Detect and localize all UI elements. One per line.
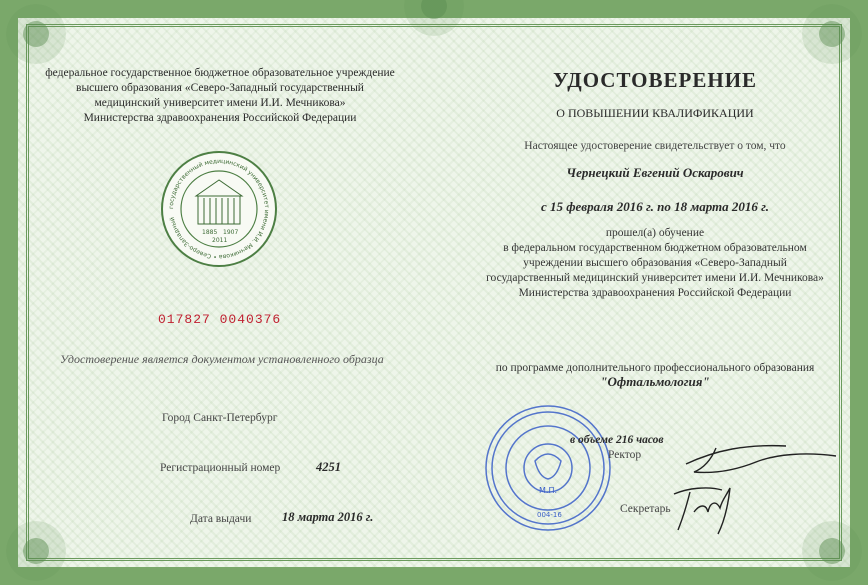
institution-name: федеральное государственное бюджетное образовательное учреждение высшего образования «Северо-Западный государственный медицинский университет имени И.И. Мечникова» Министерства здравоохранения Российской Федерации [45,67,395,124]
registration-label: Регистрационный номер [160,462,281,474]
study-description: прошел(а) обучение в федеральном государственном бюджетном образовательном учреждении высшего образования «Северо-Западный государственный медицинский университет имени И.И. Мечникова» Министерства здравоохранения Российской Федерации [486,227,824,299]
emblem-year-bottom: 2011 [212,237,228,244]
emblem-year-left: 1885 [202,229,218,236]
document-type-note: Удостоверение является документом установленного образца [60,352,384,366]
rector-label: Ректор [608,449,642,461]
issue-date-label: Дата выдачи [190,513,252,525]
secretary-signature-icon [668,478,738,538]
document-title: УДОСТОВЕРЕНИЕ [552,68,758,92]
program-intro: по программе дополнительного профессионального образования [495,362,815,374]
official-stamp-icon [483,403,613,533]
registration-number: 4251 [316,460,341,474]
certifies-text: Настоящее удостоверение свидетельствует о том, что [524,140,786,152]
emblem-ring-text: государственный медицинский университет имени И.И. Мечникова • Северо-Западный [167,157,271,261]
stamp-center-text: М.П. [539,486,558,495]
serial-number: 017827 0040376 [158,312,282,327]
corner-ornament [802,521,862,581]
city-label: Город Санкт-Петербург [162,412,278,424]
university-emblem-icon [160,150,278,268]
program-name: "Офтальмология" [600,374,710,389]
corner-ornament [6,521,66,581]
person-name: Чернецкий Евгений Оскарович [566,165,744,180]
course-volume: в объеме 216 часов [570,434,664,446]
stamp-code: 004-16 [537,511,562,519]
emblem-year-right: 1907 [223,229,239,236]
corner-ornament [6,4,66,64]
secretary-label: Секретарь [620,503,671,515]
rector-signature-icon [676,432,852,482]
issue-date-value: 18 марта 2016 г. [282,510,374,524]
training-period: с 15 февраля 2016 г. по 18 марта 2016 г. [540,199,770,214]
corner-ornament [802,4,862,64]
document-subtitle: О ПОВЫШЕНИИ КВАЛИФИКАЦИИ [556,106,754,120]
